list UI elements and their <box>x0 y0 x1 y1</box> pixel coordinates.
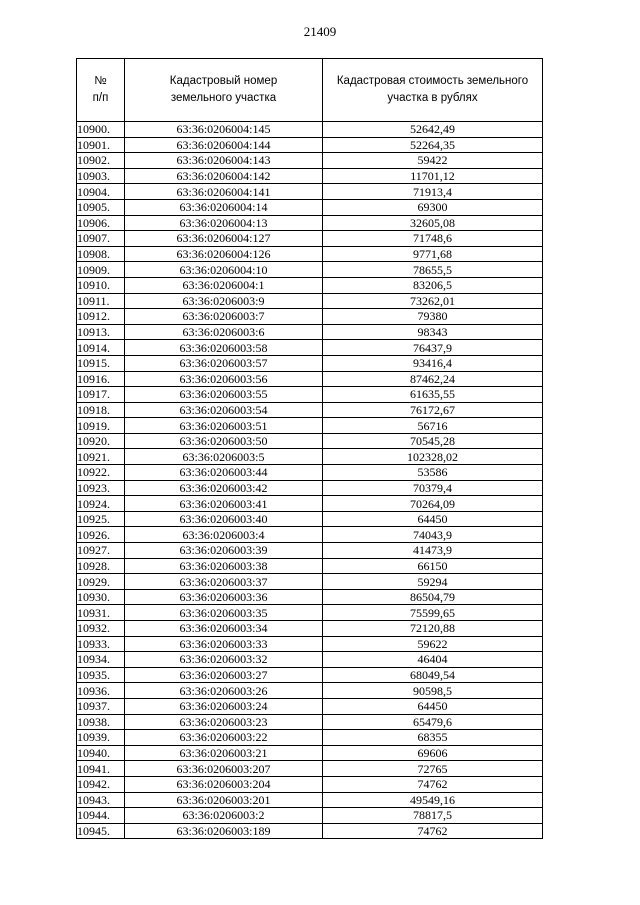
row-number: 10919. <box>77 418 125 434</box>
cadastral-value-table <box>76 58 543 839</box>
row-number: 10942. <box>77 776 125 792</box>
cadastral-value: 59294 <box>323 574 543 590</box>
table-row <box>77 355 543 371</box>
cadastral-number: 63:36:0206003:56 <box>125 371 323 387</box>
cadastral-value: 73262,01 <box>323 293 543 309</box>
cadastral-value: 71748,6 <box>323 231 543 247</box>
cadastral-value: 52264,35 <box>323 137 543 153</box>
table-row <box>77 698 543 714</box>
table-row <box>77 636 543 652</box>
row-number: 10937. <box>77 698 125 714</box>
row-number: 10924. <box>77 496 125 512</box>
cadastral-number: 63:36:0206004:1 <box>125 277 323 293</box>
row-number: 10913. <box>77 324 125 340</box>
cadastral-value: 68355 <box>323 730 543 746</box>
table-row <box>77 184 543 200</box>
cadastral-number: 63:36:0206003:207 <box>125 761 323 777</box>
cadastral-number: 63:36:0206004:14 <box>125 199 323 215</box>
cadastral-number: 63:36:0206003:32 <box>125 652 323 668</box>
row-number: 10912. <box>77 309 125 325</box>
row-number: 10920. <box>77 433 125 449</box>
table-row <box>77 340 543 356</box>
row-number: 10935. <box>77 667 125 683</box>
row-number: 10933. <box>77 636 125 652</box>
table-row <box>77 543 543 559</box>
header-cadastral-value <box>323 59 543 122</box>
table-row <box>77 574 543 590</box>
table-row <box>77 137 543 153</box>
cadastral-number: 63:36:0206003:55 <box>125 387 323 403</box>
cadastral-number: 63:36:0206003:33 <box>125 636 323 652</box>
row-number: 10917. <box>77 387 125 403</box>
cadastral-value: 32605,08 <box>323 215 543 231</box>
cadastral-number: 63:36:0206003:34 <box>125 621 323 637</box>
header-row <box>77 59 543 122</box>
table-row <box>77 465 543 481</box>
table-header <box>77 59 543 122</box>
table-row <box>77 761 543 777</box>
table-row <box>77 480 543 496</box>
table-row <box>77 371 543 387</box>
table-row <box>77 199 543 215</box>
row-number: 10938. <box>77 714 125 730</box>
row-number: 10926. <box>77 527 125 543</box>
table-row <box>77 558 543 574</box>
row-number: 10931. <box>77 605 125 621</box>
cadastral-number: 63:36:0206003:38 <box>125 558 323 574</box>
cadastral-value: 41473,9 <box>323 543 543 559</box>
cadastral-number: 63:36:0206003:201 <box>125 792 323 808</box>
cadastral-number: 63:36:0206003:27 <box>125 667 323 683</box>
table-row <box>77 324 543 340</box>
cadastral-value: 69606 <box>323 745 543 761</box>
page-number: 21409 <box>303 24 337 39</box>
cadastral-number: 63:36:0206003:41 <box>125 496 323 512</box>
row-number: 10929. <box>77 574 125 590</box>
cadastral-value: 46404 <box>323 652 543 668</box>
cadastral-value: 49549,16 <box>323 792 543 808</box>
table-row <box>77 122 543 138</box>
cadastral-value: 52642,49 <box>323 122 543 138</box>
cadastral-value: 72120,88 <box>323 621 543 637</box>
row-number: 10911. <box>77 293 125 309</box>
cadastral-value: 76172,67 <box>323 402 543 418</box>
row-number: 10940. <box>77 745 125 761</box>
row-number: 10922. <box>77 465 125 481</box>
cadastral-number: 63:36:0206003:7 <box>125 309 323 325</box>
cadastral-value: 90598,5 <box>323 683 543 699</box>
cadastral-value: 11701,12 <box>323 168 543 184</box>
cadastral-value: 78817,5 <box>323 808 543 824</box>
cadastral-number: 63:36:0206003:58 <box>125 340 323 356</box>
cadastral-number: 63:36:0206003:6 <box>125 324 323 340</box>
table-row <box>77 683 543 699</box>
table-row <box>77 589 543 605</box>
cadastral-value: 56716 <box>323 418 543 434</box>
cadastral-value: 69300 <box>323 199 543 215</box>
table-row <box>77 433 543 449</box>
cadastral-value: 61635,55 <box>323 387 543 403</box>
cadastral-number: 63:36:0206003:9 <box>125 293 323 309</box>
table-row <box>77 387 543 403</box>
cadastral-number: 63:36:0206003:54 <box>125 402 323 418</box>
table-row <box>77 527 543 543</box>
cadastral-number: 63:36:0206004:145 <box>125 122 323 138</box>
cadastral-value: 86504,79 <box>323 589 543 605</box>
cadastral-value: 76437,9 <box>323 340 543 356</box>
cadastral-value: 87462,24 <box>323 371 543 387</box>
cadastral-value: 68049,54 <box>323 667 543 683</box>
row-number: 10927. <box>77 543 125 559</box>
cadastral-value: 70379,4 <box>323 480 543 496</box>
cadastral-value: 83206,5 <box>323 277 543 293</box>
cadastral-value: 93416,4 <box>323 355 543 371</box>
cadastral-number: 63:36:0206004:141 <box>125 184 323 200</box>
row-number: 10941. <box>77 761 125 777</box>
cadastral-value: 53586 <box>323 465 543 481</box>
cadastral-number: 63:36:0206004:13 <box>125 215 323 231</box>
row-number: 10932. <box>77 621 125 637</box>
cadastral-value: 64450 <box>323 698 543 714</box>
table-row <box>77 605 543 621</box>
table-row <box>77 652 543 668</box>
cadastral-value: 70545,28 <box>323 433 543 449</box>
cadastral-number: 63:36:0206003:21 <box>125 745 323 761</box>
cadastral-number: 63:36:0206003:44 <box>125 465 323 481</box>
cadastral-value: 78655,5 <box>323 262 543 278</box>
cadastral-number: 63:36:0206003:37 <box>125 574 323 590</box>
header-cadastral-number-line-2: земельного участка <box>170 92 277 104</box>
table-row <box>77 496 543 512</box>
row-number: 10918. <box>77 402 125 418</box>
cadastral-number: 63:36:0206003:4 <box>125 527 323 543</box>
header-row-number <box>77 59 125 122</box>
row-number: 10943. <box>77 792 125 808</box>
cadastral-value: 70264,09 <box>323 496 543 512</box>
cadastral-value: 71913,4 <box>323 184 543 200</box>
table-row <box>77 153 543 169</box>
row-number: 10915. <box>77 355 125 371</box>
cadastral-number: 63:36:0206003:23 <box>125 714 323 730</box>
cadastral-number: 63:36:0206003:204 <box>125 776 323 792</box>
cadastral-value: 66150 <box>323 558 543 574</box>
cadastral-number: 63:36:0206003:24 <box>125 698 323 714</box>
table-row <box>77 215 543 231</box>
cadastral-number: 63:36:0206003:40 <box>125 511 323 527</box>
cadastral-number: 63:36:0206003:51 <box>125 418 323 434</box>
row-number: 10914. <box>77 340 125 356</box>
cadastral-value: 9771,68 <box>323 246 543 262</box>
cadastral-value: 59622 <box>323 636 543 652</box>
row-number: 10928. <box>77 558 125 574</box>
cadastral-number: 63:36:0206003:50 <box>125 433 323 449</box>
row-number: 10910. <box>77 277 125 293</box>
cadastral-number: 63:36:0206003:2 <box>125 808 323 824</box>
table-row <box>77 714 543 730</box>
table-row <box>77 309 543 325</box>
table-row <box>77 168 543 184</box>
cadastral-number: 63:36:0206004:10 <box>125 262 323 278</box>
cadastral-value: 74762 <box>323 823 543 839</box>
cadastral-number: 63:36:0206003:35 <box>125 605 323 621</box>
table-row <box>77 808 543 824</box>
row-number: 10944. <box>77 808 125 824</box>
row-number: 10909. <box>77 262 125 278</box>
row-number: 10936. <box>77 683 125 699</box>
cadastral-number: 63:36:0206003:57 <box>125 355 323 371</box>
table-row <box>77 745 543 761</box>
row-number: 10906. <box>77 215 125 231</box>
row-number: 10925. <box>77 511 125 527</box>
table-row <box>77 621 543 637</box>
row-number: 10901. <box>77 137 125 153</box>
row-number: 10916. <box>77 371 125 387</box>
table-row <box>77 246 543 262</box>
table-row <box>77 231 543 247</box>
header-row-number-line-2: п/п <box>92 92 109 104</box>
table-row <box>77 402 543 418</box>
cadastral-number: 63:36:0206003:5 <box>125 449 323 465</box>
table-row <box>77 277 543 293</box>
cadastral-value: 72765 <box>323 761 543 777</box>
cadastral-number: 63:36:0206004:143 <box>125 153 323 169</box>
row-number: 10907. <box>77 231 125 247</box>
table-row <box>77 776 543 792</box>
table-body <box>77 122 543 839</box>
cadastral-value: 98343 <box>323 324 543 340</box>
cadastral-value: 74043,9 <box>323 527 543 543</box>
cadastral-number: 63:36:0206004:144 <box>125 137 323 153</box>
table-row <box>77 262 543 278</box>
cadastral-value: 79380 <box>323 309 543 325</box>
table-row <box>77 823 543 839</box>
cadastral-number: 63:36:0206003:42 <box>125 480 323 496</box>
row-number: 10930. <box>77 589 125 605</box>
row-number: 10945. <box>77 823 125 839</box>
row-number: 10939. <box>77 730 125 746</box>
table-row <box>77 449 543 465</box>
cadastral-number: 63:36:0206004:126 <box>125 246 323 262</box>
table-row <box>77 667 543 683</box>
cadastral-number: 63:36:0206004:142 <box>125 168 323 184</box>
row-number: 10903. <box>77 168 125 184</box>
cadastral-value: 74762 <box>323 776 543 792</box>
table-row <box>77 511 543 527</box>
table-row <box>77 418 543 434</box>
cadastral-number: 63:36:0206003:39 <box>125 543 323 559</box>
row-number: 10900. <box>77 122 125 138</box>
cadastral-number: 63:36:0206003:26 <box>125 683 323 699</box>
table-row <box>77 293 543 309</box>
cadastral-value: 65479,6 <box>323 714 543 730</box>
cadastral-number: 63:36:0206003:36 <box>125 589 323 605</box>
row-number: 10902. <box>77 153 125 169</box>
row-number: 10905. <box>77 199 125 215</box>
header-cadastral-value-line-1: Кадастровая стоимость земельного <box>336 75 529 87</box>
row-number: 10904. <box>77 184 125 200</box>
header-row-number-line-1: № <box>94 75 107 87</box>
cadastral-value: 59422 <box>323 153 543 169</box>
row-number: 10923. <box>77 480 125 496</box>
cadastral-value: 75599,65 <box>323 605 543 621</box>
header-cadastral-value-line-2: участка в рублях <box>387 92 478 104</box>
row-number: 10921. <box>77 449 125 465</box>
header-cadastral-number-line-1: Кадастровый номер <box>169 75 278 87</box>
table-row <box>77 792 543 808</box>
table-row <box>77 730 543 746</box>
header-cadastral-number <box>125 59 323 122</box>
cadastral-value: 102328,02 <box>323 449 543 465</box>
row-number: 10908. <box>77 246 125 262</box>
row-number: 10934. <box>77 652 125 668</box>
cadastral-number: 63:36:0206004:127 <box>125 231 323 247</box>
cadastral-number: 63:36:0206003:189 <box>125 823 323 839</box>
cadastral-number: 63:36:0206003:22 <box>125 730 323 746</box>
cadastral-value: 64450 <box>323 511 543 527</box>
